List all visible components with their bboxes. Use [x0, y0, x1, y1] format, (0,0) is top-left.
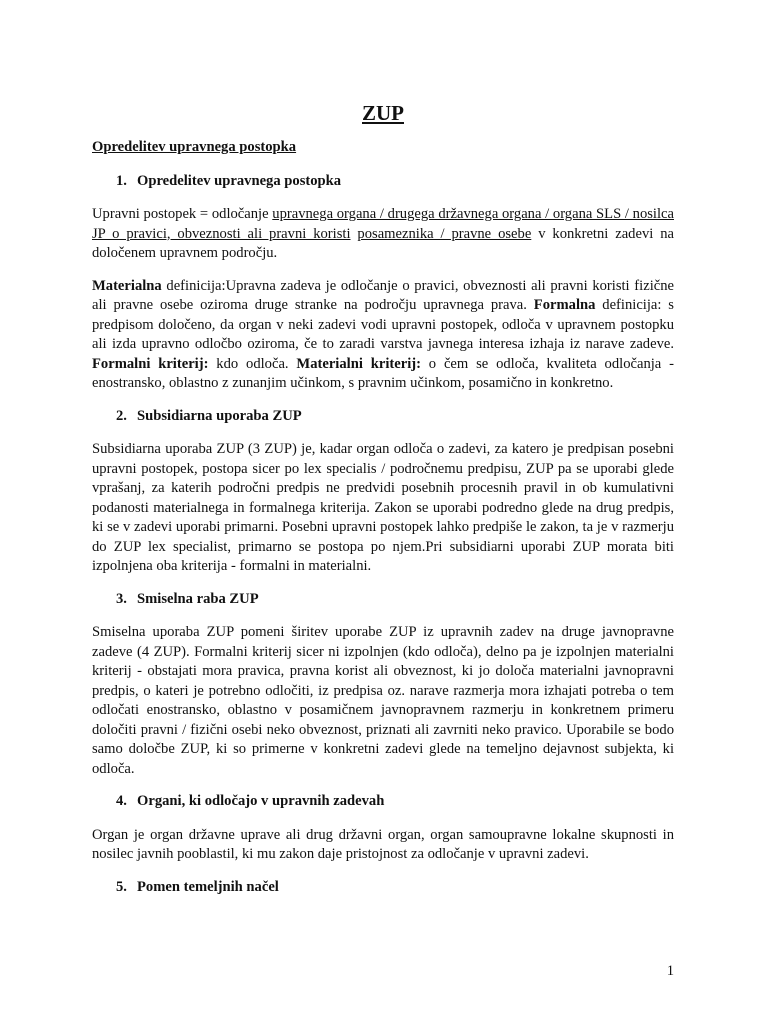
text-run: o čem se odloča, kvaliteta odločanja - enostransko, oblastno z zunanjim učinkom, s pravnim učinkom, posamično in konkretno. [92, 355, 674, 391]
paragraph-smiselna: Smiselna uporaba ZUP pomeni širitev uporabe ZUP iz upravnih zadev na druge javnopravne zadeve (4 ZUP). Formalni kriterij sicer ni izpolnjen (kdo odloča), delno pa je izpolnjen materialni kriterij - obstajati mora pravica, pravna korist ali obveznost, ki jo določa materialni javnopravni predpis, o kateri je potrebno odločiti, iz predpisa oz. narave razmerja mora izhajati potreba o tem odločati enostransko, oblastno v posamičnem javnopravnem razmerju in konkretnem primeru določiti pravni / fizični osebi neko obveznost, priznati ali zavrniti neko pravico. Uporabile se bodo samo določbe ZUP, ki so primerne v konkretni zadevi glede na temeljno dejavnost subjekta, ki odloča. [92, 624, 674, 777]
paragraph-upravni-postopek [92, 205, 674, 264]
text-run: kdo odloča. [208, 355, 297, 372]
section-heading-4 [92, 792, 674, 812]
paragraph-definicija [92, 277, 674, 394]
underlined-text: posameznika / pravne osebe [357, 225, 532, 242]
paragraph-subsidiarna: Subsidiarna uporaba ZUP (3 ZUP) je, kadar organ odloča o zadevi, za katero je predpisan posebni upravni postopek, postopa sicer po lex specialis / področnemu predpisu, ZUP pa se uporabi glede vprašanj, za katerih področni predpis ne predvidi posebnih procesnih pravil in ob kumulativni podanosti materialnega in formalnega kriterija. Zakon se uporabi podredno glede na drug predpis, ki se v zadevi uporabi primarni. Posebni upravni postopek lahko predpiše le zakon, ta je v razmerju do ZUP lex specialist, primarno se postopa po njem.Pri subsidiarni uporabi ZUP morata biti izpolnjena oba kriterija - formalni in materialni. [92, 441, 674, 574]
section-number: 4. [116, 793, 127, 809]
section-number: 1. [116, 172, 127, 189]
section-number: 2. [116, 407, 127, 424]
section-heading-text: Subsidiarna uporaba ZUP [137, 407, 302, 424]
page-number: 1 [666, 963, 674, 979]
section-heading-5 [92, 878, 674, 898]
text-run: definicija: s predpisom določeno, da organ v neki zadevi vodi upravni postopek, odloča v upravnem postopku ali izda upravno odločbo oziroma, če to zaradi varstva javnega interesa izhaja iz narave zadeve. [92, 297, 674, 352]
document-title: ZUP [362, 101, 404, 125]
bold-term: Materialna [92, 277, 162, 294]
section-heading-text: Opredelitev upravnega postopka [137, 172, 342, 189]
underlined-text: upravnega organa / drugega državnega organa / organa SLS / nosilca JP o pravici, obveznosti ali pravni koristi [92, 206, 674, 242]
document-subtitle: Opredelitev upravnega postopka [92, 139, 297, 155]
text-run: definicija:Upravna zadeva je odločanje o pravici, obveznosti ali pravni koristi fizične ali pravne osebe oziroma druge stranke na področju upravnega prava. [92, 277, 674, 313]
section-number: 3. [116, 590, 127, 607]
section-heading-text: Smiselna raba ZUP [137, 590, 259, 607]
bold-term: Materialni kriterij: [296, 355, 421, 372]
document-page [92, 100, 674, 911]
section-heading-1 [92, 172, 674, 192]
section-heading-text: Pomen temeljnih načel [137, 878, 279, 895]
paragraph-organi: Organ je organ državne uprave ali drug državni organ, organ samoupravne lokalne skupnosti in nosilec javnih pooblastil, ki mu zakon daje pristojnost za odločanje v upravni zadevi. [92, 826, 674, 862]
text-run: Upravni postopek = odločanje [92, 206, 273, 222]
bold-term: Formalna [533, 297, 596, 313]
section-heading-2 [92, 407, 674, 427]
text-run: v konkretni zadevi na določenem upravnem področju. [92, 225, 674, 261]
section-number: 5. [116, 878, 127, 895]
section-heading-3 [92, 590, 674, 610]
bold-term: Formalni kriterij: [92, 355, 209, 372]
section-heading-text: Organi, ki odločajo v upravnih zadevah [137, 793, 385, 809]
